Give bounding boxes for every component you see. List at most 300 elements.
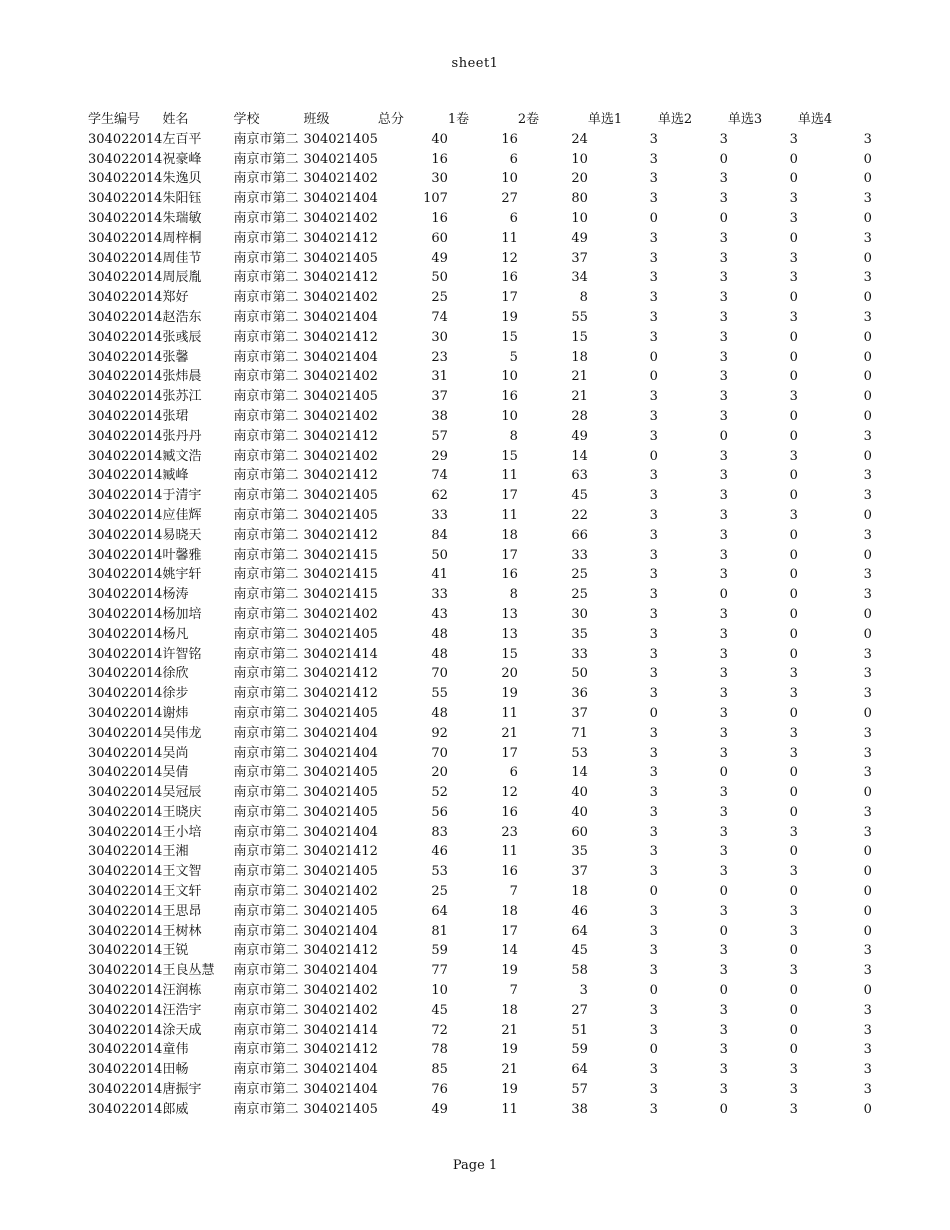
- cell-student-id: 304022014: [88, 844, 163, 860]
- cell-class: 304021405: [303, 1101, 378, 1117]
- cell-student-id: 304022014: [88, 488, 163, 504]
- cell-paper2: 64: [571, 923, 588, 939]
- table-row: [88, 288, 872, 308]
- cell-single2: 3: [719, 666, 728, 682]
- cell-single2: 3: [719, 824, 728, 840]
- cell-name: 汪润栋: [162, 983, 202, 999]
- cell-name: 吴倩: [162, 765, 189, 781]
- cell-single1: 3: [649, 765, 658, 781]
- cell-paper2: 25: [571, 567, 588, 583]
- cell-student-id: 304022014: [88, 309, 163, 325]
- cell-single1: 3: [649, 428, 658, 444]
- cell-class: 304021405: [303, 507, 378, 523]
- cell-paper1: 18: [501, 527, 518, 543]
- cell-single3: 3: [789, 824, 798, 840]
- cell-single3: 0: [789, 230, 798, 246]
- cell-single2: 3: [719, 547, 728, 563]
- table-row: [88, 407, 872, 427]
- cell-total: 48: [431, 705, 448, 721]
- cell-name: 张丹丹: [162, 428, 202, 444]
- cell-single2: 0: [719, 1101, 728, 1117]
- cell-school: 南京市第二: [233, 567, 299, 583]
- header-single3: 单选3: [727, 112, 763, 127]
- cell-paper2: 50: [571, 666, 588, 682]
- cell-name: 郑好: [162, 290, 189, 306]
- header-single4: 单选4: [797, 112, 833, 127]
- cell-single4: 3: [863, 745, 872, 761]
- cell-total: 25: [431, 290, 448, 306]
- cell-single4: 3: [863, 230, 872, 246]
- cell-paper2: 40: [571, 804, 588, 820]
- cell-student-id: 304022014: [88, 408, 163, 424]
- cell-name: 王小培: [162, 824, 202, 840]
- cell-paper2: 37: [571, 705, 588, 721]
- cell-class: 304021412: [303, 329, 378, 345]
- cell-single2: 3: [719, 1082, 728, 1098]
- cell-paper1: 15: [501, 329, 518, 345]
- cell-paper1: 15: [501, 646, 518, 662]
- cell-school: 南京市第二: [233, 468, 299, 484]
- cell-single2: 3: [719, 527, 728, 543]
- table-row: [88, 763, 872, 783]
- cell-paper2: 57: [571, 1082, 588, 1098]
- cell-name: 朱阳钰: [162, 191, 202, 207]
- cell-name: 朱瑞敏: [162, 210, 202, 226]
- cell-class: 304021402: [303, 884, 378, 900]
- cell-name: 王湘: [162, 844, 189, 860]
- cell-paper1: 19: [501, 1042, 518, 1058]
- cell-name: 吴冠辰: [162, 785, 202, 801]
- table-row: [88, 308, 872, 328]
- cell-single1: 3: [649, 488, 658, 504]
- cell-single2: 0: [719, 983, 728, 999]
- cell-paper2: 38: [571, 1101, 588, 1117]
- cell-name: 杨凡: [162, 626, 189, 642]
- cell-school: 南京市第二: [233, 309, 299, 325]
- cell-single2: 3: [719, 646, 728, 662]
- cell-single1: 3: [649, 527, 658, 543]
- cell-single3: 0: [789, 983, 798, 999]
- cell-single2: 3: [719, 725, 728, 741]
- table-row: [88, 803, 872, 823]
- cell-paper2: 33: [571, 646, 588, 662]
- cell-single3: 3: [789, 903, 798, 919]
- cell-single1: 0: [649, 369, 658, 385]
- table-row: [88, 882, 872, 902]
- cell-paper2: 35: [571, 626, 588, 642]
- table-row: [88, 565, 872, 585]
- cell-school: 南京市第二: [233, 230, 299, 246]
- cell-single3: 3: [789, 686, 798, 702]
- cell-name: 王晓庆: [162, 804, 202, 820]
- cell-school: 南京市第二: [233, 666, 299, 682]
- cell-name: 徐步: [162, 686, 189, 702]
- cell-single2: 3: [719, 191, 728, 207]
- cell-name: 童伟: [162, 1042, 189, 1058]
- table-row: [88, 625, 872, 645]
- cell-name: 王树林: [162, 923, 202, 939]
- table-row: [88, 981, 872, 1001]
- cell-paper2: 14: [571, 448, 588, 464]
- cell-student-id: 304022014: [88, 785, 163, 801]
- cell-paper1: 13: [501, 626, 518, 642]
- cell-class: 304021404: [303, 963, 378, 979]
- cell-school: 南京市第二: [233, 448, 299, 464]
- cell-class: 304021405: [303, 250, 378, 266]
- cell-class: 304021402: [303, 606, 378, 622]
- cell-class: 304021402: [303, 983, 378, 999]
- cell-total: 46: [431, 844, 448, 860]
- cell-single1: 3: [649, 191, 658, 207]
- cell-school: 南京市第二: [233, 745, 299, 761]
- cell-single1: 3: [649, 507, 658, 523]
- cell-single4: 3: [863, 1062, 872, 1078]
- cell-name: 张苏江: [162, 389, 202, 405]
- cell-single3: 0: [789, 567, 798, 583]
- cell-paper2: 49: [571, 428, 588, 444]
- cell-class: 304021402: [303, 408, 378, 424]
- cell-name: 周佳节: [162, 250, 202, 266]
- table-row: [88, 1040, 872, 1060]
- cell-paper1: 19: [501, 309, 518, 325]
- cell-single3: 3: [789, 507, 798, 523]
- table-row: [88, 684, 872, 704]
- cell-single4: 0: [863, 507, 872, 523]
- cell-single3: 3: [789, 191, 798, 207]
- cell-single4: 3: [863, 686, 872, 702]
- cell-student-id: 304022014: [88, 250, 163, 266]
- table-row: [88, 922, 872, 942]
- cell-single4: 3: [863, 1082, 872, 1098]
- cell-paper2: 53: [571, 745, 588, 761]
- cell-paper2: 35: [571, 844, 588, 860]
- cell-paper1: 18: [501, 903, 518, 919]
- cell-class: 304021404: [303, 349, 378, 365]
- cell-name: 赵浩东: [162, 309, 202, 325]
- cell-single3: 0: [789, 290, 798, 306]
- table-row: [88, 387, 872, 407]
- cell-single1: 3: [649, 547, 658, 563]
- cell-single3: 3: [789, 1082, 798, 1098]
- table-row: [88, 605, 872, 625]
- cell-single2: 0: [719, 428, 728, 444]
- cell-class: 304021402: [303, 448, 378, 464]
- cell-class: 304021402: [303, 171, 378, 187]
- cell-single2: 3: [719, 705, 728, 721]
- cell-single3: 3: [789, 725, 798, 741]
- cell-paper1: 12: [501, 250, 518, 266]
- cell-name: 吴尚: [162, 745, 189, 761]
- cell-single3: 3: [789, 745, 798, 761]
- cell-class: 304021412: [303, 428, 378, 444]
- cell-paper1: 19: [501, 686, 518, 702]
- cell-paper1: 5: [509, 349, 518, 365]
- cell-single1: 3: [649, 606, 658, 622]
- cell-single4: 0: [863, 369, 872, 385]
- cell-single1: 0: [649, 349, 658, 365]
- cell-student-id: 304022014: [88, 666, 163, 682]
- cell-paper1: 6: [509, 210, 518, 226]
- cell-school: 南京市第二: [233, 785, 299, 801]
- cell-total: 29: [431, 448, 448, 464]
- cell-student-id: 304022014: [88, 804, 163, 820]
- cell-student-id: 304022014: [88, 705, 163, 721]
- cell-school: 南京市第二: [233, 824, 299, 840]
- cell-single1: 3: [649, 468, 658, 484]
- cell-student-id: 304022014: [88, 1062, 163, 1078]
- cell-paper2: 24: [571, 131, 588, 147]
- cell-single2: 0: [719, 151, 728, 167]
- cell-school: 南京市第二: [233, 1082, 299, 1098]
- cell-student-id: 304022014: [88, 1022, 163, 1038]
- cell-single2: 3: [719, 309, 728, 325]
- cell-paper1: 17: [501, 547, 518, 563]
- cell-single3: 3: [789, 666, 798, 682]
- cell-total: 16: [431, 210, 448, 226]
- cell-name: 杨涛: [162, 587, 189, 603]
- cell-single3: 0: [789, 785, 798, 801]
- cell-single3: 0: [789, 369, 798, 385]
- cell-single2: 3: [719, 686, 728, 702]
- cell-single4: 0: [863, 448, 872, 464]
- cell-student-id: 304022014: [88, 864, 163, 880]
- cell-single1: 3: [649, 1002, 658, 1018]
- cell-total: 53: [431, 864, 448, 880]
- cell-school: 南京市第二: [233, 488, 299, 504]
- cell-student-id: 304022014: [88, 527, 163, 543]
- cell-class: 304021405: [303, 131, 378, 147]
- cell-student-id: 304022014: [88, 369, 163, 385]
- cell-class: 304021412: [303, 1042, 378, 1058]
- cell-single3: 0: [789, 428, 798, 444]
- header-single1: 单选1: [587, 112, 623, 127]
- cell-school: 南京市第二: [233, 963, 299, 979]
- cell-student-id: 304022014: [88, 1082, 163, 1098]
- cell-single4: 3: [863, 943, 872, 959]
- cell-total: 55: [431, 686, 448, 702]
- cell-student-id: 304022014: [88, 686, 163, 702]
- cell-name: 汪浩宇: [162, 1002, 202, 1018]
- cell-single1: 3: [649, 131, 658, 147]
- cell-single3: 0: [789, 329, 798, 345]
- cell-single3: 3: [789, 448, 798, 464]
- cell-single2: 3: [719, 1062, 728, 1078]
- cell-student-id: 304022014: [88, 923, 163, 939]
- cell-total: 107: [423, 191, 448, 207]
- cell-paper1: 11: [501, 507, 518, 523]
- cell-single2: 3: [719, 389, 728, 405]
- cell-total: 30: [431, 329, 448, 345]
- header-class: 班级: [303, 112, 330, 127]
- cell-class: 304021404: [303, 824, 378, 840]
- cell-single1: 3: [649, 587, 658, 603]
- cell-single2: 3: [719, 329, 728, 345]
- cell-paper2: 45: [571, 488, 588, 504]
- cell-total: 40: [431, 131, 448, 147]
- cell-paper1: 27: [501, 191, 518, 207]
- cell-single3: 0: [789, 1022, 798, 1038]
- cell-single4: 3: [863, 468, 872, 484]
- cell-class: 304021404: [303, 745, 378, 761]
- cell-total: 33: [431, 587, 448, 603]
- cell-name: 王锐: [162, 943, 189, 959]
- cell-student-id: 304022014: [88, 1101, 163, 1117]
- table-row: [88, 664, 872, 684]
- cell-single1: 0: [649, 705, 658, 721]
- header-total: 总分: [377, 112, 404, 127]
- cell-name: 吴伟龙: [162, 725, 202, 741]
- cell-single2: 0: [719, 587, 728, 603]
- header-school: 学校: [233, 112, 260, 127]
- cell-total: 76: [431, 1082, 448, 1098]
- cell-single4: 3: [863, 725, 872, 741]
- cell-name: 张馨: [162, 349, 189, 365]
- cell-single4: 3: [863, 646, 872, 662]
- cell-paper1: 16: [501, 864, 518, 880]
- cell-single2: 3: [719, 230, 728, 246]
- cell-class: 304021412: [303, 270, 378, 286]
- cell-single2: 3: [719, 448, 728, 464]
- cell-name: 叶馨雅: [162, 547, 202, 563]
- cell-class: 304021405: [303, 705, 378, 721]
- cell-single1: 3: [649, 230, 658, 246]
- cell-paper2: 27: [571, 1002, 588, 1018]
- table-row: [88, 1080, 872, 1100]
- cell-school: 南京市第二: [233, 606, 299, 622]
- cell-single3: 3: [789, 210, 798, 226]
- cell-student-id: 304022014: [88, 151, 163, 167]
- cell-single4: 0: [863, 171, 872, 187]
- cell-paper1: 14: [501, 943, 518, 959]
- cell-student-id: 304022014: [88, 824, 163, 840]
- cell-single3: 3: [789, 864, 798, 880]
- cell-single4: 3: [863, 131, 872, 147]
- cell-total: 59: [431, 943, 448, 959]
- cell-single4: 3: [863, 527, 872, 543]
- cell-single4: 3: [863, 488, 872, 504]
- cell-paper1: 10: [501, 171, 518, 187]
- cell-single3: 0: [789, 646, 798, 662]
- cell-single3: 0: [789, 1002, 798, 1018]
- cell-paper2: 28: [571, 408, 588, 424]
- cell-single3: 3: [789, 1101, 798, 1117]
- cell-total: 92: [431, 725, 448, 741]
- cell-student-id: 304022014: [88, 191, 163, 207]
- cell-single3: 0: [789, 844, 798, 860]
- cell-student-id: 304022014: [88, 428, 163, 444]
- cell-paper2: 25: [571, 587, 588, 603]
- cell-school: 南京市第二: [233, 725, 299, 741]
- cell-school: 南京市第二: [233, 844, 299, 860]
- cell-single1: 3: [649, 686, 658, 702]
- cell-total: 23: [431, 349, 448, 365]
- cell-class: 304021402: [303, 210, 378, 226]
- cell-paper2: 60: [571, 824, 588, 840]
- cell-school: 南京市第二: [233, 1062, 299, 1078]
- cell-single1: 3: [649, 943, 658, 959]
- cell-class: 304021405: [303, 903, 378, 919]
- cell-school: 南京市第二: [233, 1101, 299, 1117]
- cell-student-id: 304022014: [88, 963, 163, 979]
- cell-single1: 0: [649, 1042, 658, 1058]
- cell-class: 304021405: [303, 785, 378, 801]
- cell-total: 83: [431, 824, 448, 840]
- cell-name: 臧文浩: [162, 448, 202, 464]
- cell-single1: 3: [649, 1022, 658, 1038]
- cell-name: 王良丛慧: [162, 963, 215, 979]
- cell-total: 62: [431, 488, 448, 504]
- cell-name: 涂天成: [162, 1022, 202, 1038]
- cell-single1: 3: [649, 864, 658, 880]
- cell-paper2: 63: [571, 468, 588, 484]
- cell-class: 304021412: [303, 943, 378, 959]
- cell-paper2: 37: [571, 864, 588, 880]
- cell-single4: 0: [863, 329, 872, 345]
- cell-class: 304021404: [303, 1062, 378, 1078]
- cell-single4: 0: [863, 864, 872, 880]
- cell-total: 72: [431, 1022, 448, 1038]
- cell-paper1: 10: [501, 369, 518, 385]
- cell-school: 南京市第二: [233, 191, 299, 207]
- cell-single3: 3: [789, 270, 798, 286]
- cell-single2: 0: [719, 923, 728, 939]
- header-name: 姓名: [162, 112, 189, 127]
- cell-paper2: 55: [571, 309, 588, 325]
- cell-single1: 3: [649, 666, 658, 682]
- cell-single1: 3: [649, 725, 658, 741]
- cell-class: 304021414: [303, 646, 378, 662]
- header-paper2: 2卷: [517, 112, 540, 127]
- cell-single3: 0: [789, 547, 798, 563]
- cell-school: 南京市第二: [233, 587, 299, 603]
- cell-class: 304021405: [303, 765, 378, 781]
- cell-name: 田畅: [162, 1062, 189, 1078]
- cell-total: 45: [431, 1002, 448, 1018]
- cell-student-id: 304022014: [88, 468, 163, 484]
- table-row: [88, 169, 872, 189]
- cell-single1: 0: [649, 983, 658, 999]
- cell-single1: 3: [649, 408, 658, 424]
- cell-paper2: 51: [571, 1022, 588, 1038]
- header-student-id: 学生编号: [88, 112, 141, 127]
- cell-name: 易晓天: [162, 527, 202, 543]
- cell-single3: 3: [789, 309, 798, 325]
- cell-school: 南京市第二: [233, 329, 299, 345]
- cell-single2: 3: [719, 785, 728, 801]
- cell-total: 78: [431, 1042, 448, 1058]
- table-row: [88, 704, 872, 724]
- cell-single1: 3: [649, 963, 658, 979]
- cell-single3: 0: [789, 587, 798, 603]
- cell-paper1: 19: [501, 1082, 518, 1098]
- cell-paper2: 46: [571, 903, 588, 919]
- cell-student-id: 304022014: [88, 646, 163, 662]
- cell-paper2: 40: [571, 785, 588, 801]
- cell-school: 南京市第二: [233, 626, 299, 642]
- table-row: [88, 447, 872, 467]
- cell-single4: 3: [863, 587, 872, 603]
- cell-paper2: 64: [571, 1062, 588, 1078]
- cell-class: 304021404: [303, 191, 378, 207]
- cell-single4: 0: [863, 389, 872, 405]
- cell-single1: 3: [649, 745, 658, 761]
- cell-paper1: 7: [509, 884, 518, 900]
- cell-school: 南京市第二: [233, 547, 299, 563]
- cell-paper1: 16: [501, 131, 518, 147]
- cell-total: 70: [431, 666, 448, 682]
- cell-total: 49: [431, 1101, 448, 1117]
- cell-single3: 0: [789, 468, 798, 484]
